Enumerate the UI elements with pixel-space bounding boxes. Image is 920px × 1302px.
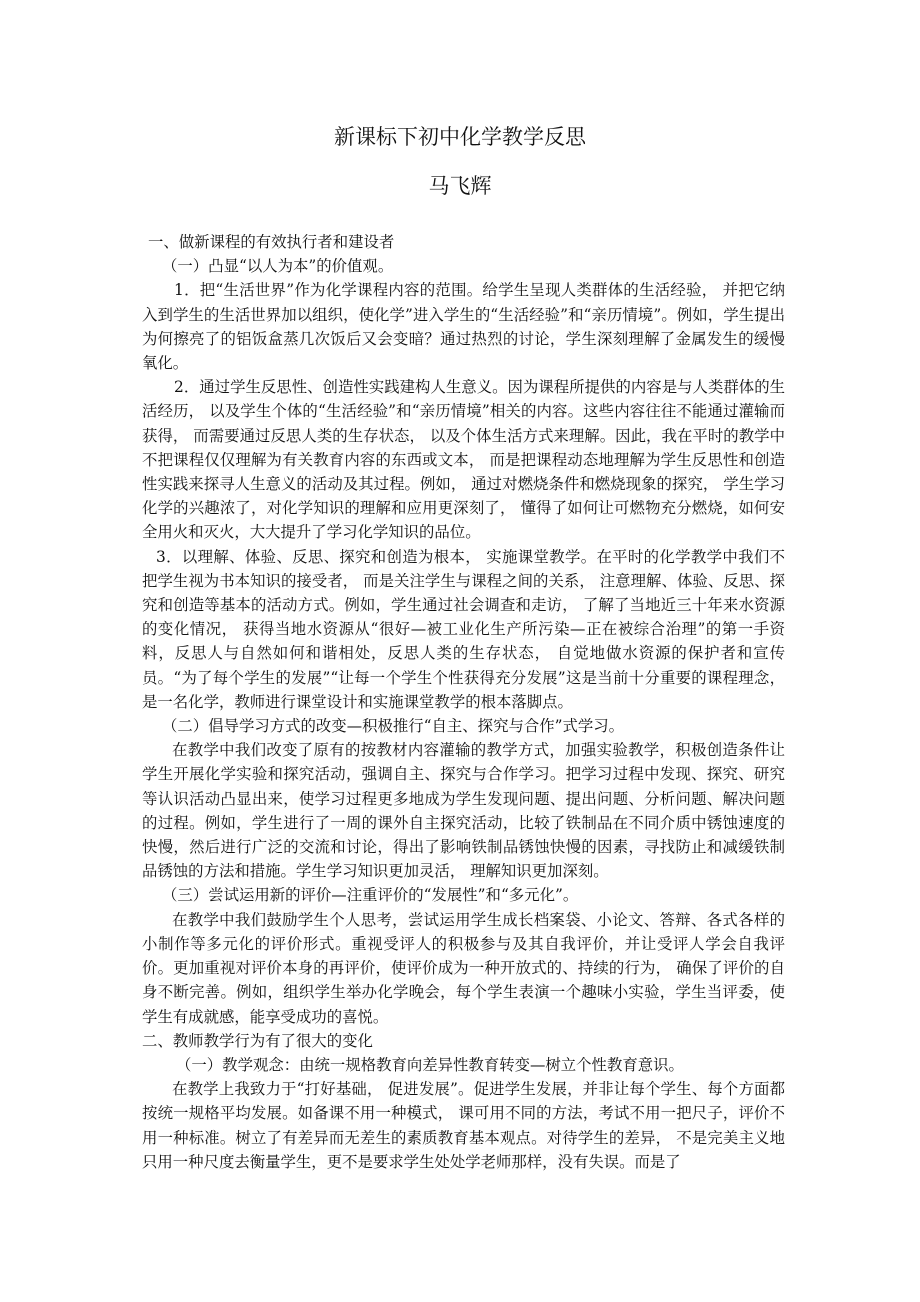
- body-paragraph: 2．通过学生反思性、创造性实践建构人生意义。因为课程所提供的内容是与人类群体的生活经历， 以及学生个体的“生活经验”和“亲历情境”相关的内容。这些内容往往不能通过灌输而获得， 而需要通过反思人类的生存状态， 以及个体生活方式来理解。因此，我在平时的教学中不把课程仅仅理解为有关教育内容的东西或文本， 而是把课程动态地理解为学生反思性和创造性实践来探寻人生意义的活动及其过程。例如， 通过对燃烧条件和燃烧现象的探究， 学生学习化学的兴趣浓了，对化学知识的理解和应用更深刻了， 懂得了如何让可燃物充分燃烧，如何安全用火和灭火，大大提升了学习化学知识的品位。: [142, 378, 785, 542]
- section-heading: 二、教师教学行为有了很大的变化: [142, 1031, 373, 1050]
- section-heading: 一、做新课程的有效执行者和建设者: [148, 233, 395, 251]
- body-paragraph: 3．以理解、体验、反思、探究和创造为根本， 实施课堂教学。在平时的化学教学中我们不把学生视为书本知识的接受者， 而是关注学生与课程之间的关系， 注意理解、体验、反思、探究和创造等基本的活动方式。例如，学生通过社会调查和走访， 了解了当地近三十年来水资源的变化情况， 获得当地水资源从“很好—被工业化生产所污染—正在被综合治理”的第一手资料，反思人与自然如何和谐相处，反思人类的生存状态， 自觉地做水资源的保护者和宣传员。“为了每个学生的发展”“让每一个学生个性获得充分发展”这是当前十分重要的课程理念，是一名化学，教师进行课堂设计和实施课堂教学的根本落脚点。: [142, 547, 785, 711]
- body-paragraph: 在教学中我们鼓励学生个人思考，尝试运用学生成长档案袋、小论文、答辩、各式各样的小制作等多元化的评价形式。重视受评人的积极参与及其自我评价，并让受评人学会自我评价。更加重视对评价本身的再评价，使评价成为一种开放式的、持续的行为， 确保了评价的自身不断完善。例如，组织学生举办化学晚会，每个学生表演一个趣味小实验，学生当评委，使学生有成就感，能享受成功的喜悦。: [142, 910, 785, 1026]
- subsection-heading: （一）凸显“以人为本”的价值观。: [162, 257, 394, 276]
- body-paragraph: 在教学中我们改变了原有的按教材内容灌输的教学方式，加强实验教学，积极创造条件让学生开展化学实验和探究活动，强调自主、探究与合作学习。把学习过程中发现、探究、研究等认识活动凸显出来，使学习过程更多地成为学生发现问题、提出问题、分析问题、解决问题的过程。例如，学生进行了一周的课外自主探究活动，比较了铁制品在不同介质中锈蚀速度的快慢，然后进行广泛的交流和讨论，得出了影响铁制品锈蚀快慢的因素，寻找防止和减缓铁制品锈蚀的方法和措施。学生学习知识更加灵活， 理解知识更加深刻。: [142, 741, 785, 881]
- subsection-heading: （二）倡导学习方式的改变—积极推行“自主、探究与合作”式学习。: [162, 717, 625, 736]
- body-paragraph: 在教学上我致力于“打好基础， 促进发展”。促进学生发展，并非让每个学生、每个方面都按统一规格平均发展。如备课不用一种模式， 课可用不同的方法，考试不用一把尺子，评价不用一种标准。树立了有差异而无差生的素质教育基本观点。对待学生的差异， 不是完美主义地只用一种尺度去衡量学生，更不是要求学生处处学老师那样，没有失误。而是了: [142, 1080, 785, 1171]
- subsection-heading: （一）教学观念：由统一规格教育向差异性教育转变—树立个性教育意识。: [176, 1055, 684, 1074]
- document-body: [142, 230, 785, 1174]
- document-title: 新课标下初中化学教学反思: [334, 125, 586, 149]
- subsection-heading: （三）尝试运用新的评价—注重评价的“发展性”和“多元化”。: [162, 886, 579, 905]
- body-paragraph: 1．把“生活世界”作为化学课程内容的范围。给学生呈现人类群体的生活经验， 并把它纳入到学生的生活世界加以组织，使化学”进入学生的“生活经验”和“亲历情境”。例如，学生提出为何擦亮了的铝饭盒蒸几次饭后又会变暗？通过热烈的讨论，学生深刻理解了金属发生的缓慢氧化。: [142, 281, 785, 373]
- document-author: 马飞辉: [428, 174, 492, 198]
